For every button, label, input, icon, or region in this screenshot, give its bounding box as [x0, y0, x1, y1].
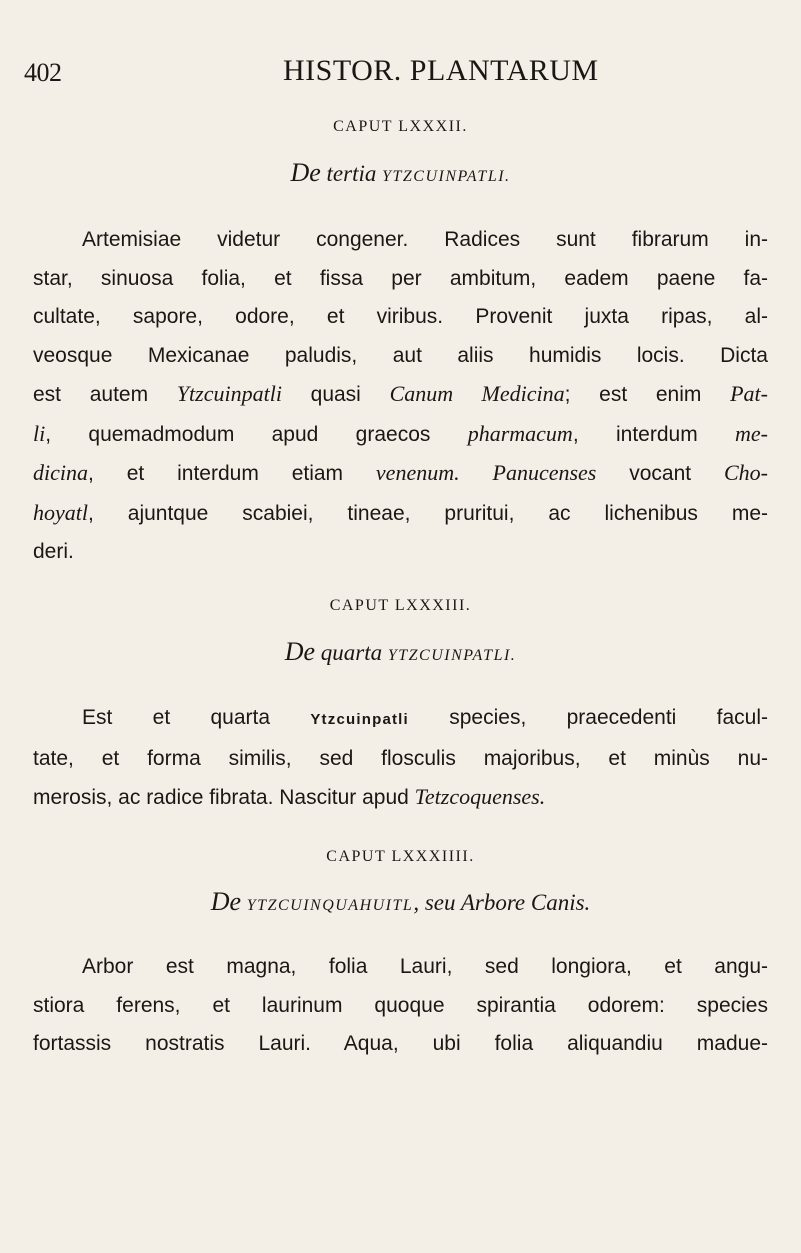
text-line [33, 699, 768, 740]
text-line [33, 533, 768, 572]
italic-term: Canum Medicina [389, 381, 565, 406]
chapter-subtitle [0, 158, 801, 188]
text-line [33, 298, 768, 337]
page-number: 402 [24, 58, 62, 87]
text-run: merosis, ac radice fibrata. Nascitur apud [33, 786, 415, 809]
subtitle-tree-name: Arbore Canis. [460, 890, 591, 915]
subtitle-plant-name: YTZCUINPATLI. [387, 647, 517, 664]
text-run: star, sinuosa folia, et fissa per ambitum, eadem paene fa- [33, 266, 768, 290]
italic-term: venenum. [375, 460, 460, 485]
text-line [33, 1025, 768, 1064]
text-line [33, 375, 768, 415]
subtitle-plant-name: YTZCUINQUAHUITL [246, 897, 414, 914]
text-run: , ajuntque scabiei, tineae, pruritui, ac lichenibus me- [88, 501, 768, 525]
italic-term: Pat- [730, 381, 768, 406]
text-run: est autem [33, 383, 177, 406]
chapter-heading: CAPUT LXXXIIII. [326, 848, 475, 865]
text-run: , et interdum etiam [88, 462, 376, 485]
text-run: tate, et forma similis, sed flosculis majoribus, et minùs nu- [33, 746, 768, 770]
text-line [33, 221, 768, 260]
text-line [33, 987, 768, 1026]
text-run: veosque Mexicanae paludis, aut aliis humidis locis. Dicta [33, 343, 768, 367]
subtitle-word: tertia [320, 161, 383, 186]
text-run: ; est enim [564, 383, 731, 406]
italic-term: hoyatl [33, 499, 88, 525]
italic-term: Ytzcuinpatli [176, 381, 282, 406]
subtitle-word: , seu [413, 890, 461, 915]
text-line [33, 948, 768, 987]
text-run: quasi [281, 383, 390, 406]
text-line [33, 415, 768, 455]
chapter-heading: CAPUT LXXXII. [333, 118, 468, 135]
subtitle-de: De [290, 158, 321, 187]
text-line [33, 454, 768, 494]
subtitle-de: De [210, 887, 242, 916]
text-run: fortassis nostratis Lauri. Aqua, ubi folia aliquandiu madue- [33, 1032, 768, 1055]
running-title: HISTOR. PLANTARUM [283, 54, 599, 87]
text-line [33, 740, 768, 779]
chapter-subtitle [0, 637, 801, 667]
italic-term: Tetzcoquenses. [414, 784, 546, 809]
chapter-paragraph [33, 948, 768, 1064]
italic-term: li [33, 420, 46, 446]
italic-term: Cho- [724, 460, 768, 485]
plant-name: Ytzcuinpatli [310, 711, 409, 728]
chapter-heading: CAPUT LXXXIII. [329, 597, 472, 614]
text-run: stiora ferens, et laurinum quoque spirantia odorem: species [33, 993, 768, 1017]
chapter-paragraph [33, 699, 768, 818]
subtitle-word: quarta [315, 640, 388, 665]
subtitle-de: De [284, 637, 316, 666]
chapter-subtitle [0, 887, 801, 917]
text-run [460, 462, 493, 485]
italic-term: pharmacum [467, 420, 573, 446]
text-run: Arbor est magna, folia Lauri, sed longiora, et angu- [82, 955, 768, 978]
subtitle-plant-name: YTZCUINPATLI. [382, 168, 511, 185]
text-line [33, 778, 768, 818]
chapter-paragraph [33, 221, 768, 572]
italic-term: Panucenses [492, 460, 597, 485]
running-head [24, 50, 764, 100]
text-run: , interdum [572, 422, 736, 446]
text-run: cultate, sapore, odore, et viribus. Provenit juxta ripas, al- [33, 305, 768, 328]
text-run: Est et quarta [82, 706, 311, 729]
text-run: , quemadmodum apud graecos [45, 422, 468, 446]
text-run: Artemisiae videtur congener. Radices sunt fibrarum in- [82, 228, 768, 251]
italic-term: dicina [33, 460, 88, 485]
text-line [33, 337, 768, 376]
text-line [33, 260, 768, 299]
text-run: vocant [596, 462, 724, 485]
text-run: species, praecedenti facul- [408, 706, 768, 729]
text-line [33, 494, 768, 534]
italic-term: me- [735, 420, 768, 446]
text-run: deri. [33, 540, 74, 563]
